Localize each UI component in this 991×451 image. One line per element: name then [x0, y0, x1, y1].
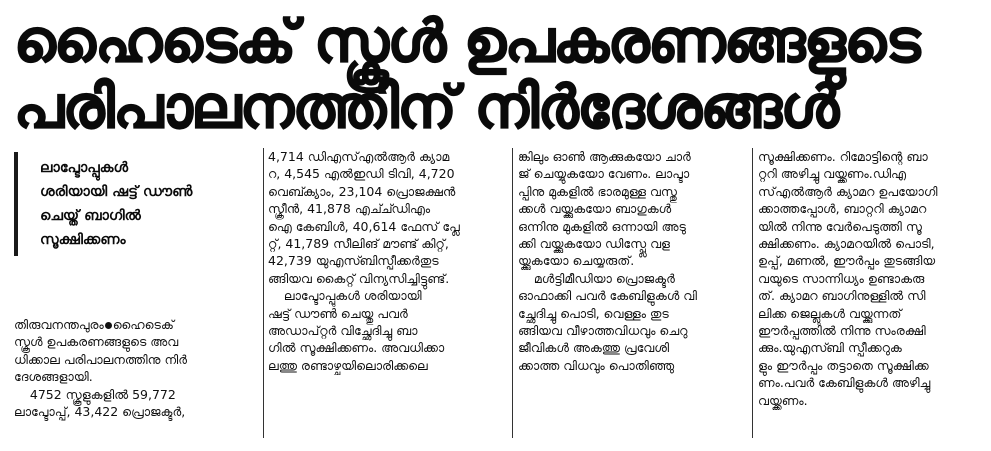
- article-column-2: [268, 148, 508, 374]
- text-line: വയുടെ സാന്നിധ്യം ഉണ്ടാകരു: [758, 270, 925, 286]
- article-column-1: [14, 148, 262, 420]
- text-line: സ്എൽആർ ക്യാമറ ഉപയോഗി: [758, 183, 938, 199]
- text-line: യ്ക്കുകയോ ചെയ്യരുത്.: [518, 253, 635, 269]
- pullquote: [14, 152, 262, 256]
- pullquote-line: ചെയ്ത് ബാഗിൽ: [40, 208, 141, 224]
- text-line: ക്കി വയ്ക്കുകയോ ഡിസ്പ്ലേ വള: [518, 236, 670, 252]
- text-line: ഒന്നിനു മുകളിൽ ഒന്നായി അടു: [518, 218, 686, 234]
- text-line: സ്ക്രീൻ, 41,878 എച്ച്ഡിഎം: [268, 201, 431, 217]
- text-line: ത്. ക്യാമറ ബാഗിനുള്ളിൽ സി: [758, 288, 926, 304]
- dateline: തിരുവനന്തപുരം: [14, 317, 104, 332]
- bullet-icon: [105, 322, 112, 329]
- text-line: 4,714 ഡിഎസ്എൽആർ ക്യാമ: [268, 149, 450, 164]
- text-line: യിൽ നിന്നു വേർപെടുത്തി സൂ: [758, 218, 922, 234]
- text-line: 42,739 യുഎസ്ബിസ്പീക്കർതുട: [268, 253, 439, 269]
- text-line: ഗിൽ സൂക്ഷിക്കണം. അവധിക്കാ: [268, 340, 445, 356]
- text-line: ങ്കിലും ഓൺ ആക്കുകയോ ചാർ: [518, 149, 691, 164]
- text-line: ളും ഈർപ്പം തട്ടാതെ സൂക്ഷിക്ക: [758, 357, 929, 373]
- text-line: മൾട്ടിമീഡിയാ പ്രൊജക്ടർ: [518, 270, 675, 286]
- text-line: ഓഫാക്കി പവർ കേബിളുകൾ വി: [518, 288, 697, 304]
- article-body-start: [14, 316, 262, 420]
- text-line: ങ്ങിയവ കൈറ്റ് വിന്യസിച്ചിട്ടുണ്ട്.: [268, 270, 450, 286]
- text-line: ക്കൾ വയ്ക്കുകയോ ബാഗുകൾ: [518, 201, 672, 217]
- text-line: റ്ററി അഴിച്ചു വയ്ക്കണം.ഡിഎ: [758, 166, 907, 182]
- text-line: ജ് ചെയ്യുകയോ വേണം. ലാപ്ടാ: [518, 166, 690, 182]
- text-line: റ, 4,545 എൽഇഡി ടിവി, 4,720: [268, 166, 455, 182]
- text-line: ക്കും.യുഎസ്ബി സ്പീക്കറുക: [758, 340, 902, 356]
- text-line: ഈർപ്പത്തിൽ നിന്നു സംരക്ഷി: [758, 323, 926, 339]
- headline: [14, 8, 979, 140]
- text-line: ലാപ്ടോപ്പ്, 43,422 പ്രൊജക്ടർ,: [14, 404, 186, 420]
- text-line: സ്കൂൾ ഉപകരണങ്ങളുടെ അവ: [14, 334, 179, 350]
- text-line: ലത്തു രണ്ടാഴ്ചയിലൊരിക്കലെ: [268, 357, 428, 373]
- pullquote-line: സൂക്ഷിക്കണം: [40, 232, 126, 248]
- text-line: ജീവികൾ അകത്തു പ്രവേശി: [518, 340, 670, 356]
- text-line: ങ്ങിയവ വീഴാത്തവിധവും ചെറു: [518, 323, 688, 339]
- text-line: ഉപ്പ്, മണൽ, ഈർപ്പം തുടങ്ങിയ: [758, 253, 936, 269]
- text-line: ഐ കേബിൾ, 40,614 ഫേസ് പ്ലേ: [268, 218, 460, 234]
- text-line: ണം.പവർ കേബിളുകൾ അഴിച്ചു: [758, 375, 931, 391]
- text-line: ലിക്ക ജെല്ലുകൾ വയ്ക്കുന്നത്: [758, 305, 902, 321]
- article-column-4: [758, 148, 984, 409]
- column-rule: [752, 148, 753, 438]
- text-line: അഡാപ്റ്റർ വിച്ഛേദിച്ചു ബാ: [268, 323, 418, 339]
- text-line: ഷട്ട് ഡൗൺ ചെയ്തു പവർ: [268, 305, 408, 321]
- text-line: ക്ഷിക്കണം. ക്യാമറയിൽ പൊടി,: [758, 236, 935, 252]
- dateline-line: [14, 316, 262, 333]
- headline-line-1: ഹൈടെക് സ്കൂൾ ഉപകരണങ്ങളുടെ: [14, 7, 920, 75]
- text-line: വയ്ക്കണം.: [758, 392, 808, 408]
- text-line: ഹൈടെക്: [112, 317, 174, 332]
- text-line: സൂക്ഷിക്കണം. റിമോട്ടിന്റെ ബാ: [758, 149, 928, 164]
- text-line: ച്ഛേദിച്ചു പൊടി, വെള്ളം തുട: [518, 305, 669, 321]
- headline-line-2: പരിപാലനത്തിന് നിർദേശങ്ങൾ: [14, 73, 838, 141]
- text-line: പ്പിനു മുകളിൽ ഭാരമുള്ള വസ്തു: [518, 183, 677, 199]
- text-line: റ്റ്, 41,789 സീലിങ് മൗണ്ട് കിറ്റ്,: [268, 236, 449, 252]
- article-column-3: [518, 148, 748, 374]
- text-line: ക്കാത്തപ്പോൾ, ബാറ്ററി ക്യാമറ: [758, 201, 927, 217]
- text-line: വെബ്ക്യാം, 23,104 പ്രൊജക്ഷൻ: [268, 183, 456, 199]
- text-line: 4752 സ്കൂളുകളിൽ 59,772: [14, 386, 176, 402]
- column-rule: [263, 148, 264, 438]
- text-line: ലാപ്ടോപ്പുകൾ ശരിയായി: [268, 288, 422, 304]
- text-line: ധിക്കാല പരിപാലനത്തിനു നിർ: [14, 351, 188, 367]
- text-line: ദേശങ്ങളായി.: [14, 369, 93, 385]
- text-line: ക്കാത്ത വിധവും പൊതിഞ്ഞു: [518, 357, 675, 373]
- pullquote-line: ലാപ്ടോപ്പുകൾ: [40, 160, 129, 176]
- column-rule: [512, 148, 513, 438]
- pullquote-line: ശരിയായി ഷട്ട് ഡൗൺ: [40, 184, 193, 200]
